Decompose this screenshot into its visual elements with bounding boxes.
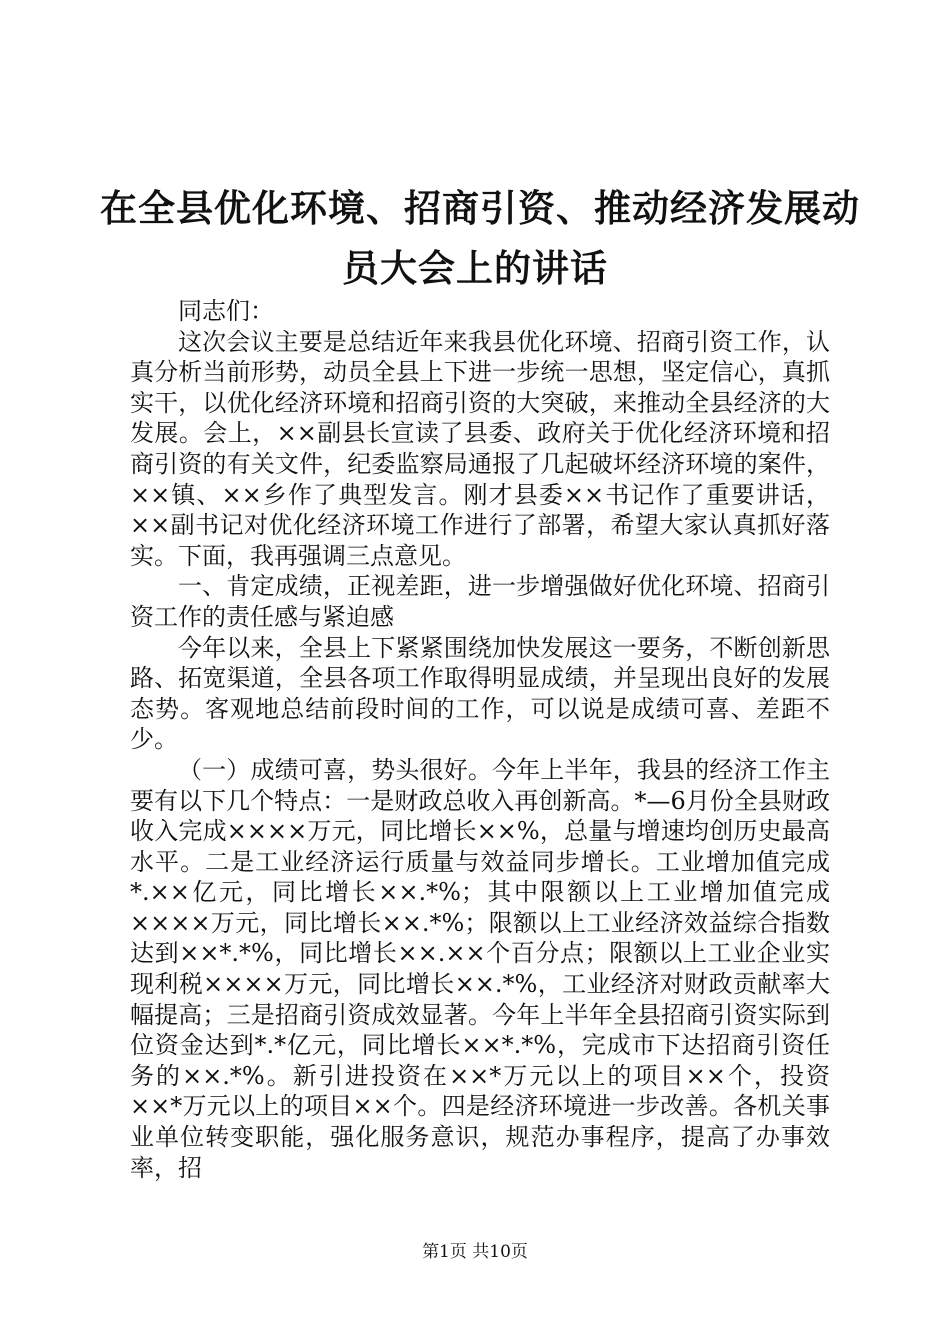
salutation: 同志们： xyxy=(178,297,274,325)
body-paragraph: （一）成绩可喜，势头很好。今年上半年，我县的经济工作主要有以下几个特点：一是财政总收入再创新高。*—6月份全县财政收入完成××××万元，同比增长××%，总量与增速均创历史最高水平。二是工业经济运行质量与效益同步增长。工业增加值完成*.××亿元，同比增长××.*%；其中限额以上工业增加值完成××××万元，同比增长××.*%；限额以上工业经济效益综合指数达到××*.*%，同比增长××.××个百分点；限额以上工业企业实现利税××××万元，同比增长××.*%，工业经济对财政贡献率大幅提高；三是招商引资成效显著。今年上半年全县招商引资实际到位资金达到*.*亿元，同比增长××*.*%，完成市下达招商引资任务的××.*%。新引进投资在××*万元以上的项目××个，投资××*万元以上的项目××个。四是经济环境进一步改善。各机关事业单位转变职能，强化服务意识，规范办事程序，提高了办事效率，招 xyxy=(130,755,830,1182)
page-footer: 第1页 共10页 xyxy=(422,1242,528,1262)
section-heading: 一、肯定成绩，正视差距，进一步增强做好优化环境、招商引资工作的责任感与紧迫感 xyxy=(130,572,830,631)
body-paragraph: 今年以来，全县上下紧紧围绕加快发展这一要务，不断创新思路、拓宽渠道，全县各项工作取得明显成绩，并呈现出良好的发展态势。客观地总结前段时间的工作，可以说是成绩可喜、差距不少。 xyxy=(130,633,830,754)
document-title-line-2: 员大会上的讲话 xyxy=(342,246,608,290)
document-body xyxy=(130,296,830,1183)
document-title-line-1: 在全县优化环境、招商引资、推动经济发展动 xyxy=(100,186,860,230)
body-paragraph: 这次会议主要是总结近年来我县优化环境、招商引资工作，认真分析当前形势，动员全县上下进一步统一思想，坚定信心，真抓实干，以优化经济环境和招商引资的大突破，来推动全县经济的大发展。会上，××副县长宣读了县委、政府关于优化经济环境和招商引资的有关文件，纪委监察局通报了几起破坏经济环境的案件，××镇、××乡作了典型发言。刚才县委××书记作了重要讲话，××副书记对优化经济环境工作进行了部署，希望大家认真抓好落实。下面，我再强调三点意见。 xyxy=(130,327,830,570)
